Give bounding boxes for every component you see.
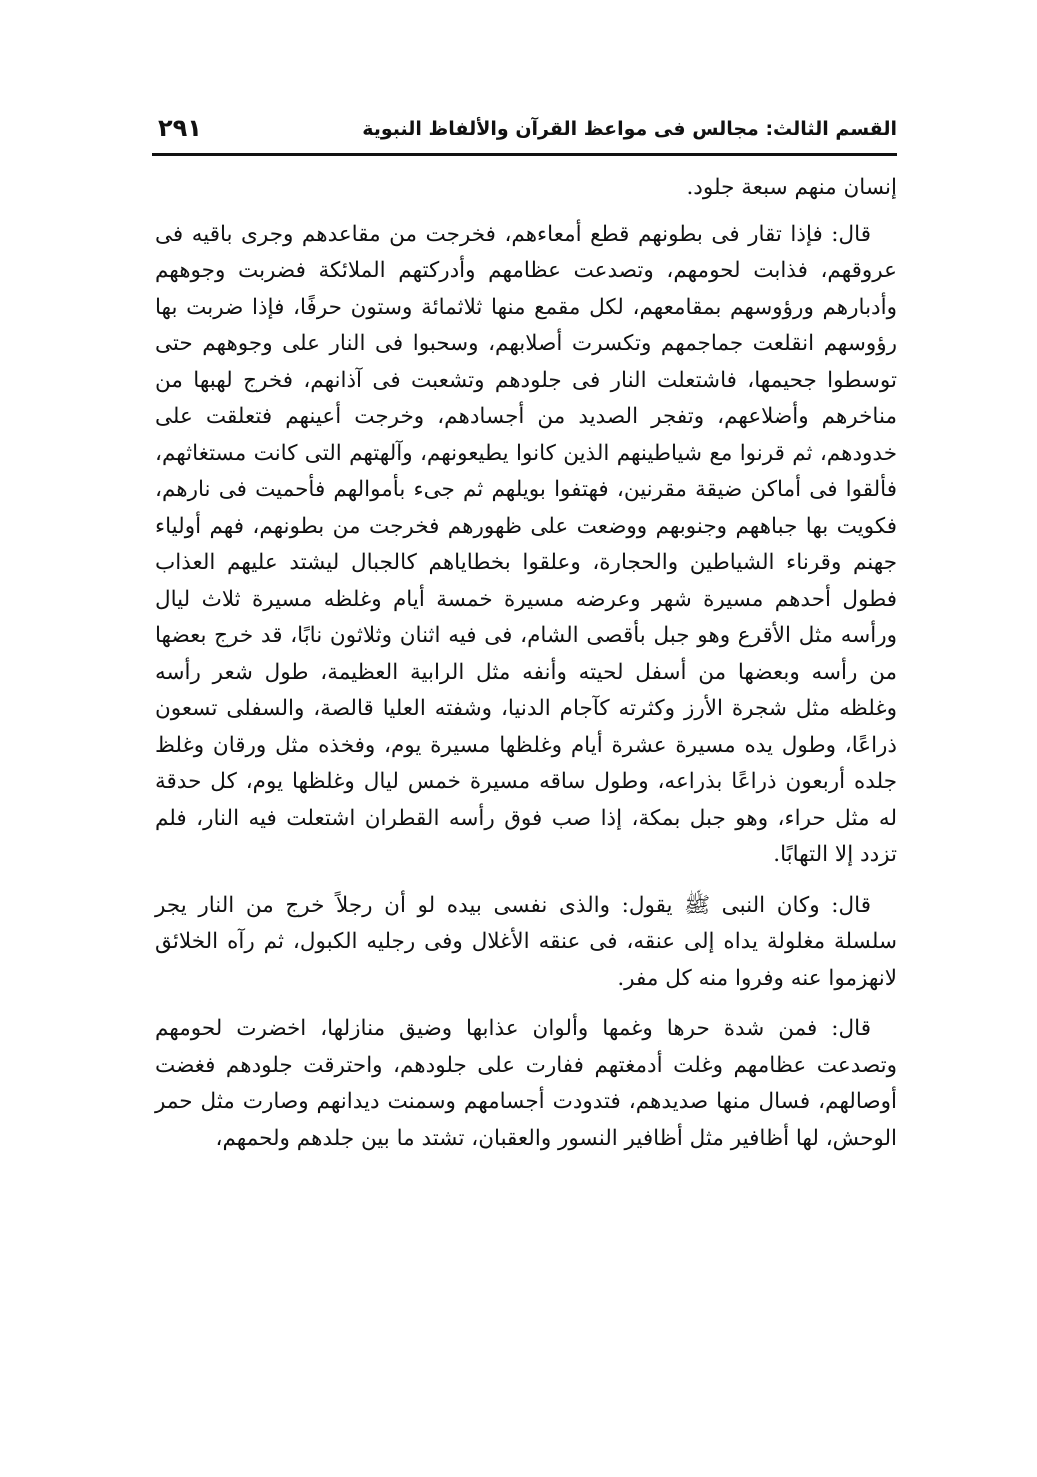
- running-title: [362, 118, 897, 140]
- running-header: [152, 112, 897, 152]
- body-text: [155, 170, 897, 1171]
- paragraph: قال: وكان النبى ﷺ يقول: والذى نفسى بيده لو أن رجلاً خرج من النار يجر سلسلة مغلولة يداه إلى عنقه، فى عنقه الأغلال وفى رجليه الكبول، ثم رآه الخلائق لانهزموا عنه وفروا منه كل مفر.: [155, 892, 897, 991]
- section-label: القسم الثالث:: [765, 118, 897, 140]
- paragraph: قال: فمن شدة حرها وغمها وألوان عذابها وضيق منازلها، اخضرت لحومهم وتصدعت عظامهم وغلت أدمغتهم ففارت على جلودهم، واحترقت جلودهم فغضت أوصالهم، فسال منها صديدهم، فتدودت أجسامهم وسمنت ديدانهم وصارت مثل حمر الوحش، لها أظافير مثل أظافير النسور والعقبان، تشتد ما بين جلدهم ولحمهم،: [155, 1016, 897, 1151]
- header-divider: [152, 153, 897, 156]
- paragraph: إنسان منهم سبعة جلود.: [686, 175, 897, 200]
- paragraph: قال: فإذا تقار فى بطونهم قطع أمعاءهم، فخرجت من مقاعدهم وجرى باقيه فى عروقهم، فذابت لحومهم، وتصدعت عظامهم وأدركتهم الملائكة فضربت وجوههم وأدبارهم ورؤوسهم بمقامعهم، لكل مقمع منها ثلاثمائة وستون حرفًا، فإذا ضربت بها رؤوسهم انقلعت جماجمهم وتكسرت أصلابهم، وسحبوا فى النار على وجوههم حتى توسطوا جحيمها، فاشتعلت النار فى جلودهم وتشعبت فى آذانهم، فخرج لهبها من مناخرهم وأضلاعهم، وتفجر الصديد من أجسادهم، وخرجت أعينهم فتعلقت على خدودهم، ثم قرنوا مع شياطينهم الذين كانوا يطيعونهم، وآلهتهم التى كانت مستغاثهم، فألقوا فى أماكن ضيقة مقرنين، فهتفوا بويلهم ثم جىء بأموالهم فأحميت فى نارهم، فكويت بها جباههم وجنوبهم ووضعت على ظهورهم فخرجت من بطونهم، فهم أولياء جهنم وقرناء الشياطين والحجارة، وعلقوا بخطاياهم كالجبال ليشتد عليهم العذاب فطول أحدهم مسيرة شهر وعرضه مسيرة خمسة أيام وغلظه مسيرة ثلاث ليال ورأسه مثل الأقرع وهو جبل بأقصى الشام، فى فيه اثنان وثلاثون نابًا، قد خرج بعضها من رأسه وبعضها من أسفل لحيته وأنفه مثل الرابية العظيمة، طول شعر رأسه وغلظه مثل شجرة الأرز وكثرته كآجام الدنيا، وشفته العليا قالصة، والسفلى تسعون ذراعًا، وطول يده مسيرة عشرة أيام وغلظها مسيرة يوم، وفخذه مثل ورقان وغلظ جلده أربعون ذراعًا بذراعه، وطول ساقه مسيرة خمس ليال وغلظها يوم، كل حدقة له مثل حراء، وهو جبل بمكة، إذا صب فوق رأسه القطران اشتعلت فيه النار، فلم تزدد إلا التهابًا.: [155, 221, 897, 867]
- book-title: مجالس فى مواعظ القرآن والألفاظ النبوية: [362, 118, 759, 140]
- page-number: ٢٩١: [158, 114, 202, 142]
